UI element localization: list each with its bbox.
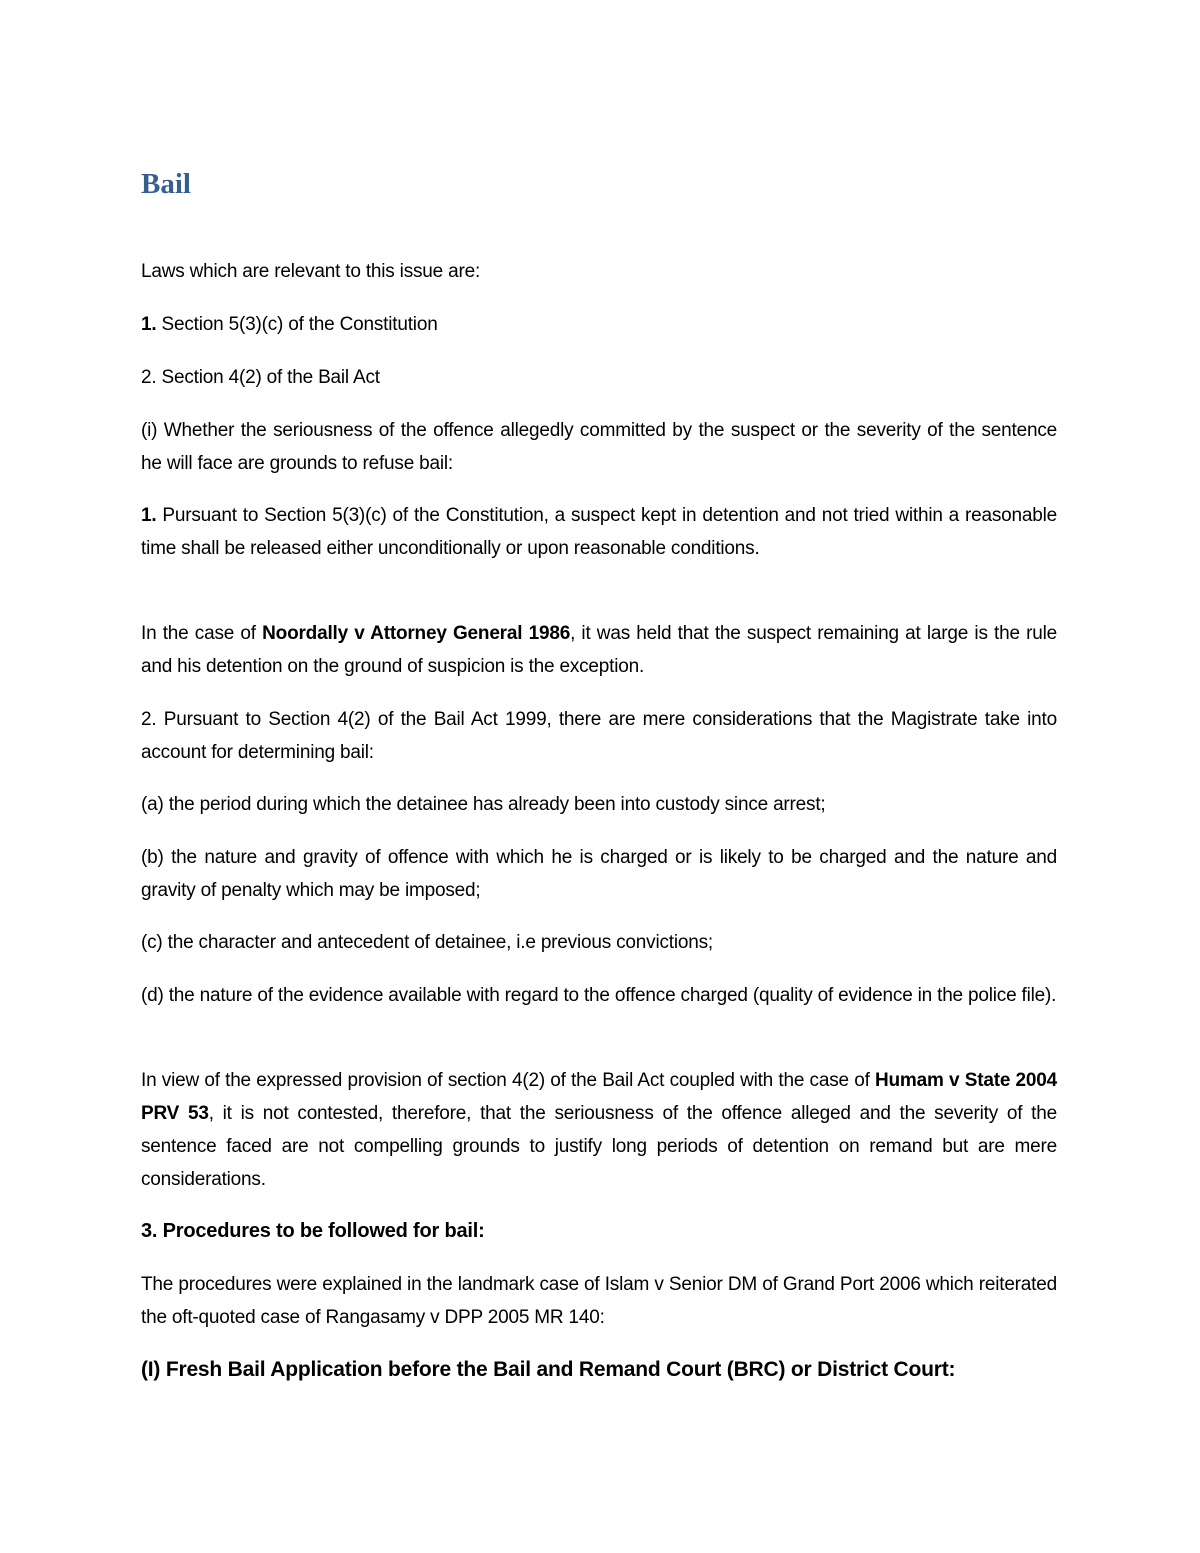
law-item-1 — [141, 308, 1057, 341]
page-title: Bail — [141, 168, 191, 200]
fresh-bail-heading: (I) Fresh Bail Application before the Bail and Remand Court (BRC) or District Court: — [141, 1358, 956, 1381]
humam-case-name: Humam v State 2004 PRV 53 — [141, 1070, 1057, 1124]
law-item-1-number: 1. — [141, 314, 157, 335]
humam-post-text: , it is not contested, therefore, that the seriousness of the offence alleged and the severity of the sentence faced are not compelling grounds to justify long periods of detention on remand but are mere considerations. — [141, 1103, 1057, 1190]
point-2-paragraph: 2. Pursuant to Section 4(2) of the Bail Act 1999, there are mere considerations that the Magistrate take into account for determining bail: — [141, 709, 1057, 763]
point-1-number: 1. — [141, 505, 157, 526]
point-1-paragraph — [141, 499, 1057, 565]
noordally-case-name: Noordally v Attorney General 1986 — [262, 623, 571, 644]
procedures-heading: 3. Procedures to be followed for bail: — [141, 1220, 485, 1242]
point-1-text: Pursuant to Section 5(3)(c) of the Constitution, a suspect kept in detention and not tried within a reasonable time shall be released either unconditionally or upon reasonable conditions. — [141, 505, 1057, 559]
law-item-1-text: Section 5(3)(c) of the Constitution — [156, 314, 438, 335]
consideration-c: (c) the character and antecedent of detainee, i.e previous convictions; — [141, 932, 713, 953]
humam-pre-text: In view of the expressed provision of section 4(2) of the Bail Act coupled with the case of — [141, 1070, 875, 1091]
law-item-2-text: Section 4(2) of the Bail Act — [156, 367, 380, 388]
consideration-b: (b) the nature and gravity of offence with which he is charged or is likely to be charged and the nature and gravity of penalty which may be imposed; — [141, 847, 1057, 901]
consideration-d: (d) the nature of the evidence available with regard to the offence charged (quality of evidence in the police file). — [141, 985, 1057, 1006]
procedures-paragraph: The procedures were explained in the landmark case of Islam v Senior DM of Grand Port 2006 which reiterated the oft-quoted case of Rangasamy v DPP 2005 MR 140: — [141, 1274, 1057, 1328]
law-item-2-number: 2. — [141, 367, 157, 388]
noordally-pre-text: In the case of — [141, 623, 263, 644]
question-i-paragraph: (i) Whether the seriousness of the offence allegedly committed by the suspect or the severity of the sentence he will face are grounds to refuse bail: — [141, 420, 1057, 474]
law-item-2 — [141, 361, 1057, 394]
intro-paragraph: Laws which are relevant to this issue are: — [141, 261, 481, 282]
noordally-paragraph — [141, 617, 1057, 683]
humam-paragraph — [141, 1064, 1057, 1196]
noordally-post-text: , it was held that the suspect remaining at large is the rule and his detention on the ground of suspicion is the exception. — [141, 623, 1057, 677]
consideration-a: (a) the period during which the detainee has already been into custody since arrest; — [141, 794, 826, 815]
